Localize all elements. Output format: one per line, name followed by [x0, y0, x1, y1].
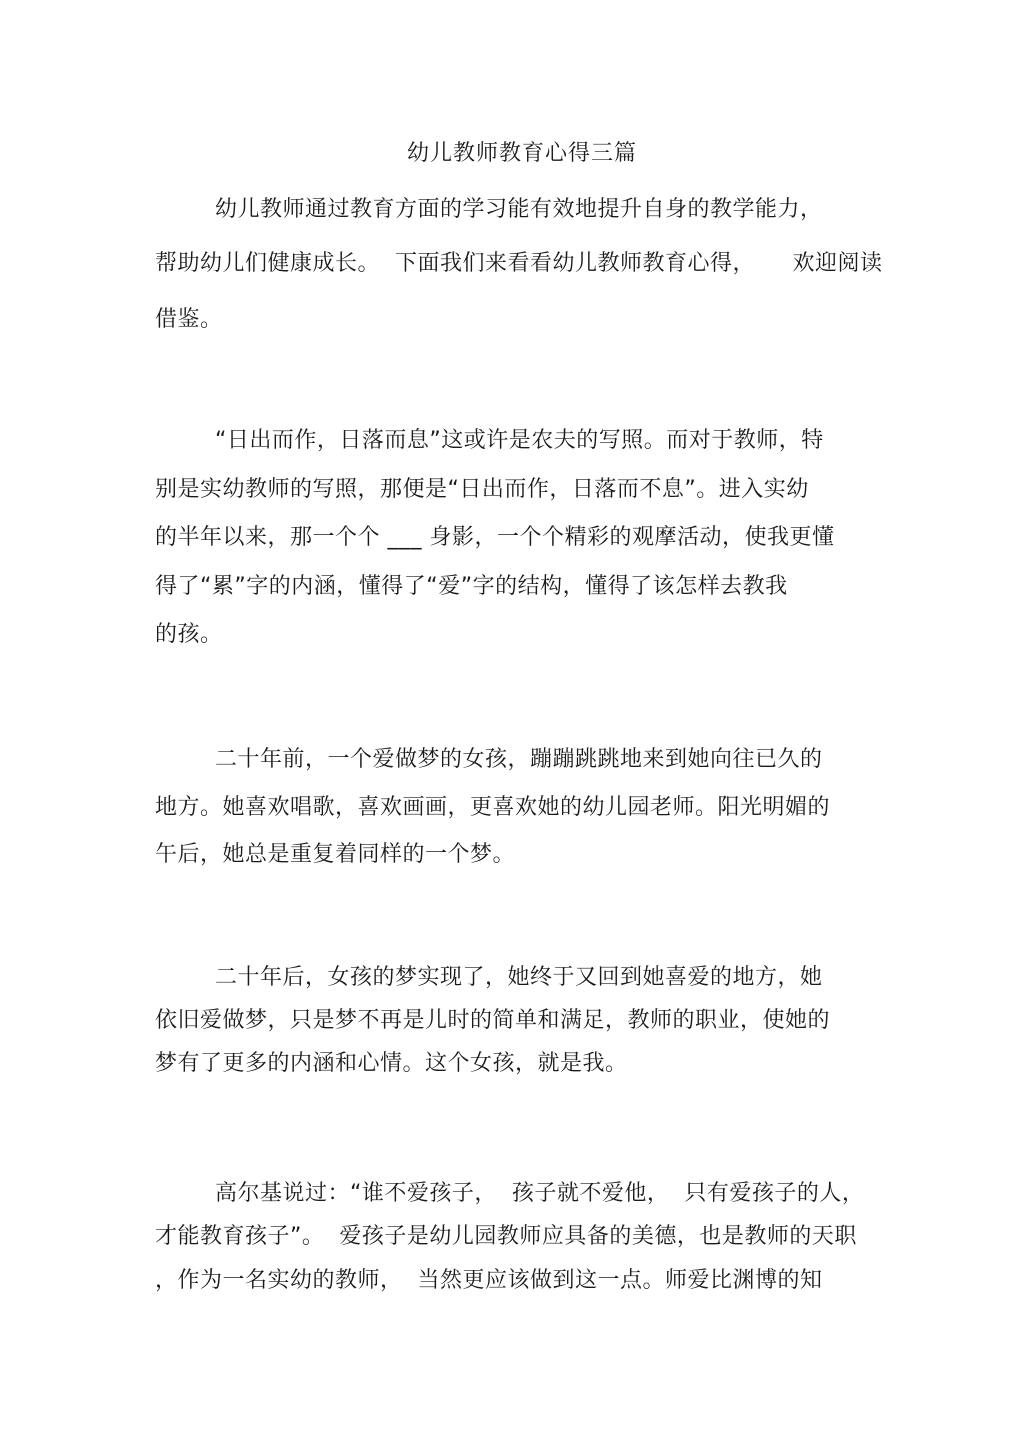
paragraph-3-line-2: 依旧爱做梦，只是梦不再是儿时的简单和满足，教师的职业，使她的	[155, 1008, 831, 1033]
intro-line-3: 借鉴。	[155, 307, 223, 332]
paragraph-1-line-4: 得了“累”字的内涵，懂得了“爱”字的结构，懂得了该怎样去教我	[155, 574, 788, 599]
paragraph-1-line-3: 的半年以来，那一个个 ___ 身影，一个个精彩的观摩活动，使我更懂	[155, 525, 835, 550]
paragraph-4-line-1: 高尔基说过：“谁不爱孩子， 孩子就不爱他， 只有爱孩子的人，	[215, 1181, 865, 1206]
paragraph-3-line-1: 二十年后，女孩的梦实现了，她终于又回到她喜爱的地方，她	[215, 965, 823, 990]
intro-line-1: 幼儿教师通过教育方面的学习能有效地提升自身的教学能力，	[215, 197, 823, 222]
paragraph-2-line-1: 二十年前，一个爱做梦的女孩，蹦蹦跳跳地来到她向往已久的	[215, 747, 823, 772]
paragraph-2-line-3: 午后，她总是重复着同样的一个梦。	[155, 842, 516, 867]
intro-line-2: 帮助幼儿们健康成长。 下面我们来看看幼儿教师教育心得， 欢迎阅读	[155, 251, 883, 276]
paragraph-4-line-2: 才能教育孩子”。 爱孩子是幼儿园教师应具备的美德，也是教师的天职	[155, 1224, 857, 1249]
paragraph-1-line-1: “日出而作，日落而息”这或许是农夫的写照。而对于教师，特	[215, 428, 824, 453]
paragraph-4-line-3: ，作为一名实幼的教师， 当然更应该做到这一点。师爱比渊博的知	[155, 1268, 823, 1293]
paragraph-2-line-2: 地方。她喜欢唱歌，喜欢画画，更喜欢她的幼儿园老师。阳光明媚的	[155, 795, 831, 820]
paragraph-3-line-3: 梦有了更多的内涵和心情。这个女孩，就是我。	[155, 1051, 628, 1076]
paragraph-1-line-2: 别是实幼教师的写照，那便是“日出而作，日落而不息”。进入实幼	[155, 477, 809, 502]
document-title: 幼儿教师教育心得三篇	[406, 141, 637, 166]
paragraph-1-line-5: 的孩。	[155, 622, 223, 647]
